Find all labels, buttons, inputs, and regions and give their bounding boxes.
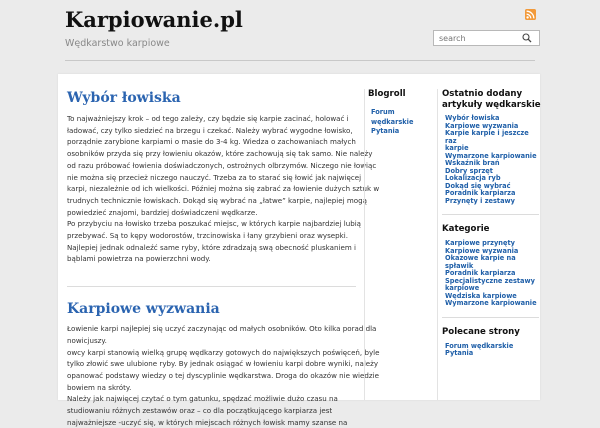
post-line: bąblami powietrza na powierzchni wody.: [67, 254, 211, 264]
post-line: studiowaniu różnych zestawów oraz – co dla początkującego karpiarza jest: [67, 406, 333, 416]
post-line: powiedzieć znajomi, bardziej doświadczeni wędkarze.: [67, 207, 258, 217]
post-line: nowicjuszy.: [67, 335, 107, 345]
recent-post-link[interactable]: Wskaźnik brań: [445, 159, 500, 167]
post-line: Najlepiej jednak odnaleźć same ryby, które zdradzają swą obecność pluskaniem i: [67, 242, 356, 252]
site-header: [0, 0, 600, 64]
recent-post-link[interactable]: Karpiowe wyzwania: [445, 121, 519, 130]
category-link[interactable]: Poradnik karpiarza: [445, 269, 516, 277]
recent-post-link[interactable]: Przynęty i zestawy: [445, 196, 515, 205]
post-line: przebywać. Są to kępy wodorostów, trzcinowiska i łany grzybieni oraz wysepki.: [67, 231, 348, 241]
post-line: Należy jak najwięcej czytać o tym gatunku, spędzać możliwie dużo czasu na: [67, 394, 338, 404]
page-content: [58, 74, 541, 427]
category-link[interactable]: Karpiowe wyzwania: [445, 246, 519, 255]
post-line: owcy karpi stanowią wielką grupę wędkarzy gotowych do największych poświęceń, byle: [67, 347, 380, 357]
recent-post-link[interactable]: Wybór łowiska: [445, 114, 500, 122]
post-line: najważniejsze -uczyć się, w których miejscach różnych łowisk mamy szanse na: [67, 417, 348, 427]
recent-posts-widget: [442, 89, 542, 205]
category-link[interactable]: Wymarzone karpiowanie: [445, 299, 537, 307]
category-link[interactable]: karpiowe: [445, 284, 480, 292]
post-line: karpi, niezależnie od ich wielkości. Później można się zabrać za łowienie dużych sztuk w: [67, 184, 380, 194]
post-line: osobników przyda się przy łowieniu okazów, które zachowują się tak samo. Nie należy: [67, 149, 373, 159]
post-line: opanować podstawy wiedzy o tej dyscyplinie wędkarstwa. Droga do okazów nie wiedzie: [67, 370, 379, 380]
post-line: tylko złowić swe ulubione ryby. By jednak osiągać w łowieniu karpi dobre wyniki, należy: [67, 359, 379, 369]
recommended-pages-widget: [442, 327, 542, 358]
recent-post-link[interactable]: karpie: [445, 144, 469, 152]
post: [67, 74, 380, 265]
post-line: porządnie zarybione karpiami o masie do 3-4 kg. Wiedza o zachowaniach małych: [67, 137, 356, 147]
recent-posts-title: Ostatnio dodany artykuły wędkarskie: [442, 89, 541, 110]
post-title[interactable]: Karpiowe wyzwania: [67, 301, 220, 318]
post-line: trudnych technicznie łowiskach. Dokąd się wybrać na „łatwe” karpie, najlepiej mogą: [67, 195, 367, 205]
category-link[interactable]: Specjalistyczne zestawy: [445, 276, 535, 285]
categories-title: Kategorie: [442, 224, 490, 234]
post-line: Po przybyciu na łowisko trzeba poszukać miejsc, w których karpie najbardziej lubią: [67, 219, 362, 229]
search-button[interactable]: [521, 31, 533, 45]
header-divider: [65, 60, 535, 61]
post-line: ładować, czy tylko siedzieć na brzegu i czekać. Należy wybrać wygodne łowisko,: [67, 125, 353, 135]
main-content: [58, 74, 380, 428]
blogroll-link[interactable]: Forum wędkarskie: [371, 108, 414, 126]
recent-post-link[interactable]: Poradnik karpiarza: [445, 189, 516, 197]
post-line: To najważniejszy krok – od tego zależy, czy będzie się karpie zacinać, holować i: [67, 114, 349, 123]
site-title[interactable]: Karpiowanie.pl: [65, 7, 243, 32]
search-icon: [521, 31, 533, 45]
rss-icon[interactable]: [525, 9, 536, 20]
recommended-page-link[interactable]: Pytania: [445, 349, 474, 357]
recent-post-link[interactable]: Lokalizacja ryb: [445, 174, 501, 182]
recent-post-link[interactable]: Wymarzone karpiowanie: [445, 151, 537, 160]
recent-post-link[interactable]: Karpie karpie i jeszcze raz: [445, 129, 529, 145]
post-line: bowiem na skróty.: [67, 382, 132, 392]
sidebar-right: [437, 89, 542, 400]
categories-widget: [442, 224, 542, 308]
recommended-page-link[interactable]: Forum wędkarskie: [445, 341, 514, 350]
blogroll-link[interactable]: Pytania: [371, 127, 400, 135]
widget-divider: [442, 214, 539, 215]
recent-post-link[interactable]: Dobry sprzęt: [445, 166, 493, 175]
recommended-pages-title: Polecane strony: [442, 326, 520, 337]
widget-divider: [442, 317, 539, 318]
post: [67, 287, 380, 428]
category-link[interactable]: Okazowe karpie na spławik: [445, 254, 516, 270]
category-link[interactable]: Karpiowe przynęty: [445, 239, 515, 247]
recent-post-link[interactable]: Dokąd się wybrać: [445, 181, 511, 190]
post-line: od razu próbować łowienia doświadczonych, ostrożnych olbrzymów. Niczego nie łowiąc: [67, 160, 377, 170]
sidebar-left: [364, 89, 436, 400]
post-line: nie można się przecież niczego nauczyć. Trzeba za to starać się łowić jak najwięcej: [67, 172, 362, 182]
post-title[interactable]: Wybór łowiska: [67, 90, 181, 106]
post-line: Łowienie karpi najlepiej się uczyć zaczynając od małych osobników. Oto kilka porad dla: [67, 324, 377, 334]
blogroll-widget: [368, 89, 436, 137]
category-link[interactable]: Wędziska karpiowe: [445, 291, 517, 300]
site-tagline: Wędkarstwo karpiowe: [65, 38, 170, 49]
blogroll-title: Blogroll: [368, 89, 406, 99]
